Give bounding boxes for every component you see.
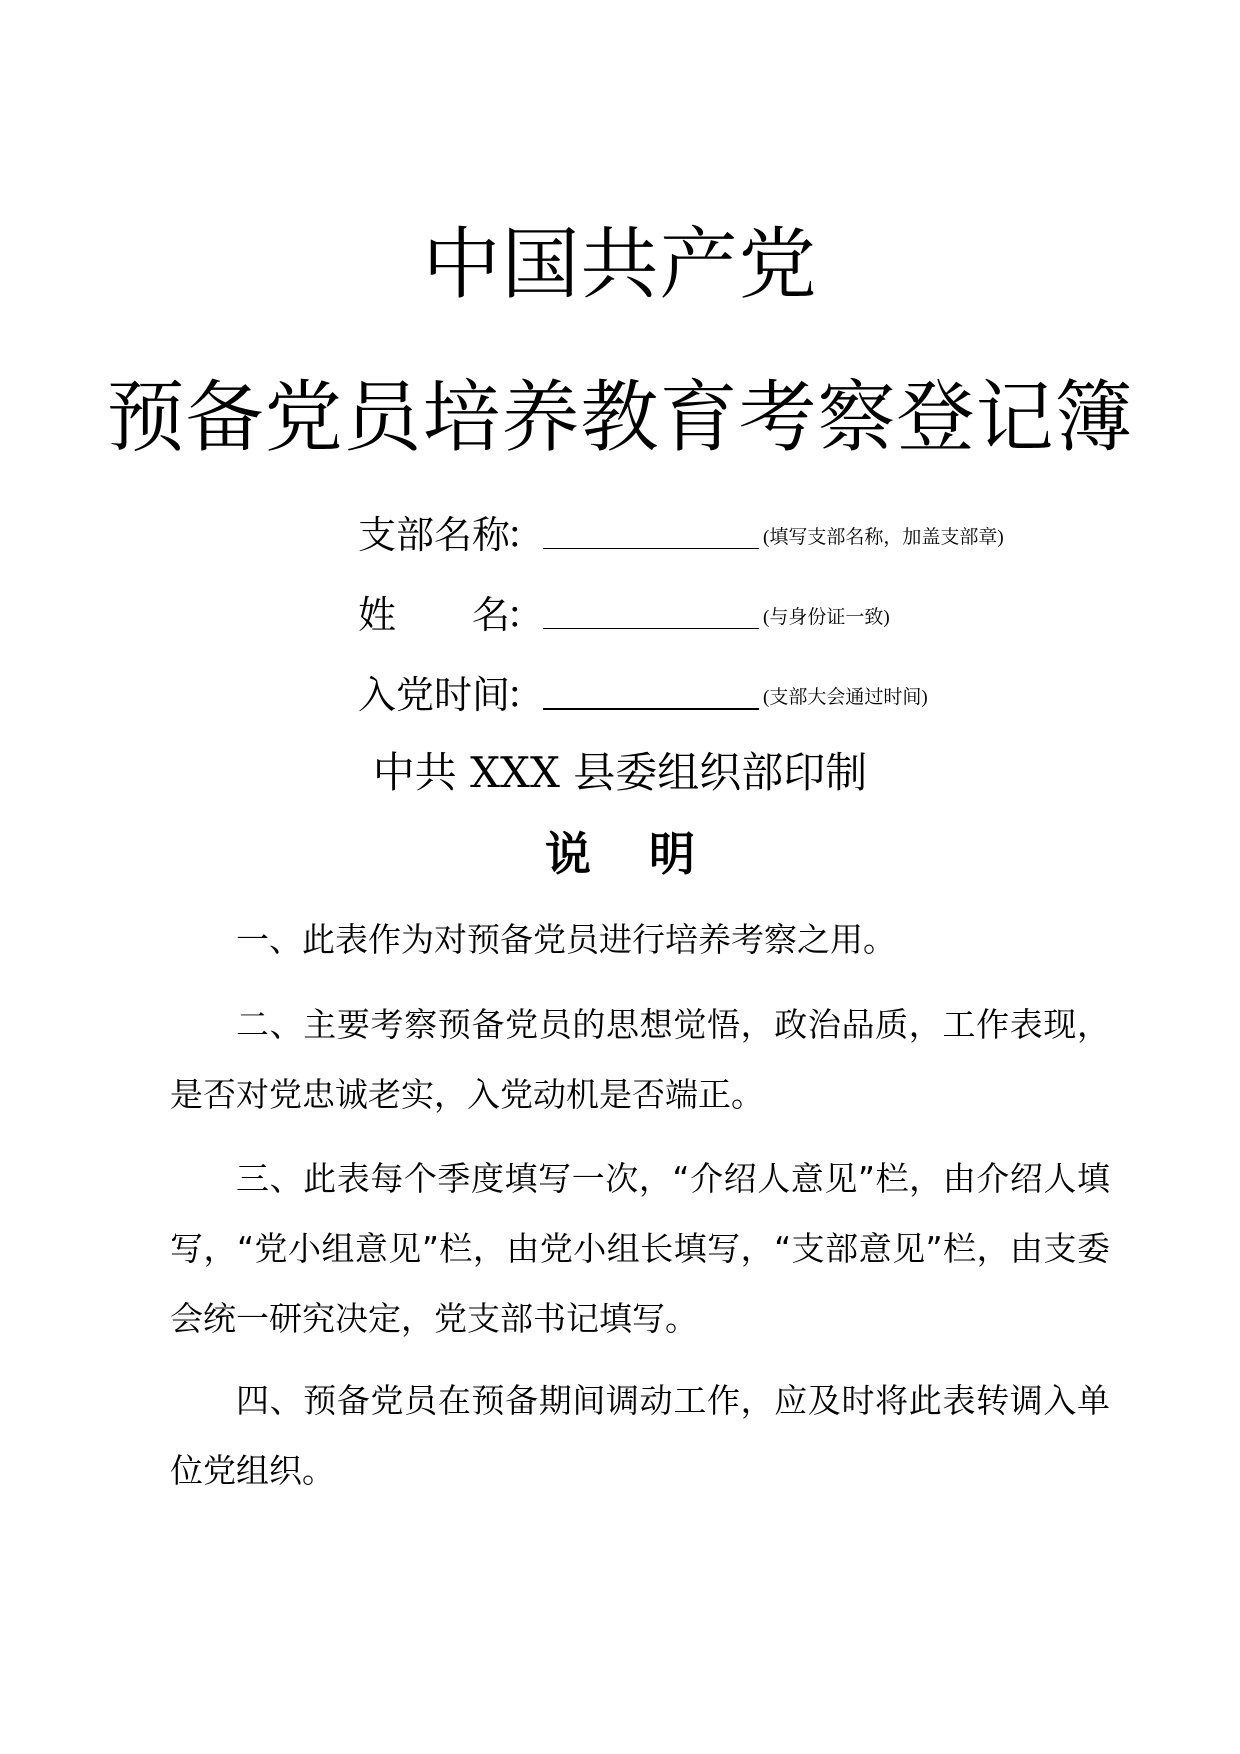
branch-name-colon: ：	[506, 513, 545, 557]
join-date-colon: ：	[506, 673, 545, 717]
explanation-paragraph-2: 二、主要考察预备党员的思想觉悟，政治品质，工作表现，是否对党忠诚老实，入党动机是否端正。	[170, 1005, 1110, 1114]
explanation-paragraph-1: 一、此表作为对预备党员进行培养考察之用。	[236, 920, 896, 959]
join-date-label: 入党时间	[358, 673, 511, 717]
explanation-heading: 说明	[545, 827, 753, 881]
document-title-line2: 预备党员培养教育考察登记簿	[106, 373, 1134, 463]
branch-name-label: 支部名称	[358, 513, 511, 557]
member-name-hint: (与身份证一致)	[763, 607, 890, 628]
join-date-blank-line[interactable]	[543, 708, 759, 710]
member-name-label: 姓 名	[358, 593, 511, 637]
explanation-paragraph-3: 三、此表每个季度填写一次，“介绍人意见”栏，由介绍人填写，“党小组意见”栏，由党小组长填写，“支部意见”栏，由支委会统一研究决定，党支部书记填写。	[170, 1159, 1110, 1338]
member-name-colon: ：	[506, 593, 545, 637]
branch-name-blank-line[interactable]	[543, 548, 759, 549]
explanation-paragraph-4: 四、预备党员在预备期间调动工作，应及时将此表转调入单位党组织。	[170, 1381, 1110, 1490]
join-date-hint: (支部大会通过时间)	[763, 687, 928, 708]
branch-name-hint: (填写支部名称，加盖支部章)	[763, 527, 1004, 548]
printed-by-line: 中共 XXX 县委组织部印制	[372, 748, 868, 797]
member-name-blank-line[interactable]	[543, 628, 759, 629]
document-title-line1: 中国共产党	[422, 220, 818, 310]
